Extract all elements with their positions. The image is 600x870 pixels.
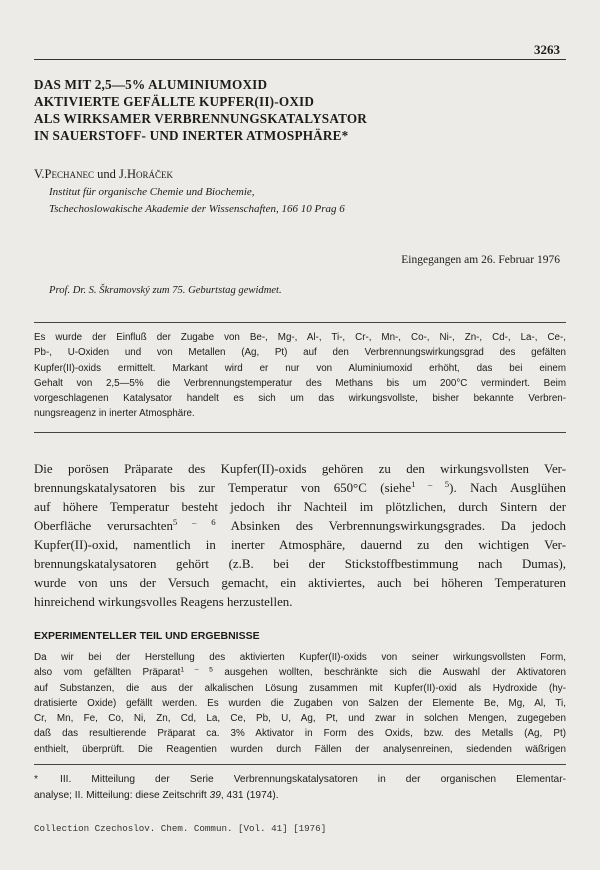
citation-superscript: 1 – 5 [180,666,213,674]
title-line: DAS MIT 2,5—5% ALUMINIUMOXID [34,77,268,92]
author-initial: J. [119,167,127,181]
exp-text: ausgehen wollten, beschränkte sich die Auswahl der Aktivatoren [212,667,566,679]
abstract-line: Kupfer(II)-oxids ermittelt. Markant wird er nur von Aluminiumoxid erhöht, das bei einem [34,362,566,374]
footnote-marker: * [34,774,38,785]
institution-line: Tschechoslowakische Akademie der Wissenschaften, 166 10 Prag 6 [49,203,345,215]
body-line: wurde von uns der Versuch gemacht, ein aktiviertes, auch bei höheren Temperaturen [34,576,566,590]
footnote-line [34,772,566,788]
intro-paragraph [34,460,566,612]
footnote-text: III. Mitteilung der Serie Verbrennungskatalysatoren in der organischen Elementar- [60,774,566,785]
citation-superscript: 5 – 6 [172,517,216,528]
abstract-line: nungsreagenz in inerter Atmosphäre. [34,408,195,420]
author-initial: V. [34,167,45,181]
footnote-rule [34,764,566,765]
footnote-text: , 431 (1974). [220,790,279,801]
body-text: Oberfläche verursachten [34,519,173,533]
exp-line: Da wir bei der Herstellung des aktivierten Kupfer(II)-oxids von seiner wirkungsvollsten Form, [34,652,566,663]
experimental-paragraph [34,650,566,757]
exp-line: enthielt, überprüft. Die Reagentien wurden durch Fällen der analysenreinen, siedenden wäßrigen [34,743,566,755]
body-text: Absinken des Verbrennungswirkungsgrades. Da jedoch [215,519,567,533]
body-line [34,517,566,536]
author-connector: und [94,167,119,181]
abstract-line: Pb-, U-Oxiden und von Metallen (Ag, Pt) auf den Verbrennungswirkungsgrad des gefälten [34,347,566,359]
institution-line: Institut für organische Chemie und Biochemie, [49,186,255,198]
title-line: ALS WIRKSAMER VERBRENNUNGSKATALYSATOR [34,111,368,126]
authors [34,167,173,182]
body-text: ). Nach Ausglühen [449,481,566,495]
header-rule [34,59,566,60]
abstract-line: vorgeschlagenen Katalysator handelt es sich um das wirkungsvollste, bisher bekannte Verbren- [34,393,566,405]
institution [49,184,345,218]
exp-line: Cr, Mn, Fe, Co, Ni, Zn, Cd, La, Ce, Pb, U, Ag, Pt, und zwar in solchen Mengen, zugegeben [34,713,566,725]
abstract-bottom-rule [34,432,566,433]
footnote-volume: 39 [209,790,221,801]
abstract-line: Es wurde der Einfluß der Zugabe von Be-, Mg-, Al-, Ti-, Cr-, Mn-, Co-, Ni-, Zn-, Cd-, La-, Ce-, [34,332,566,343]
exp-line [34,665,566,680]
title-line: IN SAUERSTOFF- UND INERTER ATMOSPHÄRE* [34,128,349,143]
abstract-top-rule [34,322,566,323]
author-name: Pechanec [44,167,94,181]
exp-line: auf Substanzen, die aus der alkalischen Lösung zusammen mit Kupfer(II)-oxid als Hydroxide (hy- [34,682,566,694]
body-line [34,479,566,498]
body-line: auf höhere Temperatur besteht jedoch ihr Nachteil im plötzlichen, durch Sintern der [34,500,566,514]
page-number: 3263 [534,42,560,57]
footnote-line [34,788,566,804]
body-line: Die porösen Präparate des Kupfer(II)-oxids gehören zu den wirkungsvollsten Ver- [34,462,566,476]
article-title [34,76,554,144]
dedication: Prof. Dr. S. Škramovský zum 75. Geburtstag gewidmet. [49,285,282,296]
body-line: hinreichend wirkungsvolles Reagens herzustellen. [34,595,293,609]
journal-footer: Collection Czechoslov. Chem. Commun. [Vol. 41] [1976] [34,823,327,834]
abstract [34,330,566,422]
footnote [34,772,566,804]
title-line: AKTIVIERTE GEFÄLLTE KUPFER(II)-OXID [34,94,315,109]
footnote-text: analyse; II. Mitteilung: diese Zeitschrift [34,790,210,801]
exp-line: daß das resultierende Präparat ca. 3% Aktivator in Form des Oxids, bzw. des Metalls (Ag, Pt) [34,728,566,740]
body-text: brennungskatalysatoren bis zur Temperatur von 650°C (siehe [34,481,412,495]
body-line: Kupfer(II)-oxid, namentlich in inerter Atmosphäre, dauernd zu den wichtigen Ver- [34,538,566,552]
exp-line: dratisierte Oxide) gefällt werden. Es wurden die Zugaben von Salzen der Elemente Be, Mg, Al, Ti, [34,697,566,709]
received-date: Eingegangen am 26. Februar 1976 [401,254,560,266]
author-name: Horáček [127,167,174,181]
section-heading: EXPERIMENTELLER TEIL UND ERGEBNISSE [34,630,260,642]
exp-text: also vom gefällten Präparat [34,667,181,679]
body-line: brennungskatalysatoren gehört (z.B. bei der Stickstoffbestimmung nach Dumas), [34,557,566,571]
abstract-line: Gehalt von 2,5—5% die Verbrennungstemperatur des Methans bis um 200°C vermindert. Beim [34,377,566,389]
citation-superscript: 1 – 5 [411,479,450,490]
